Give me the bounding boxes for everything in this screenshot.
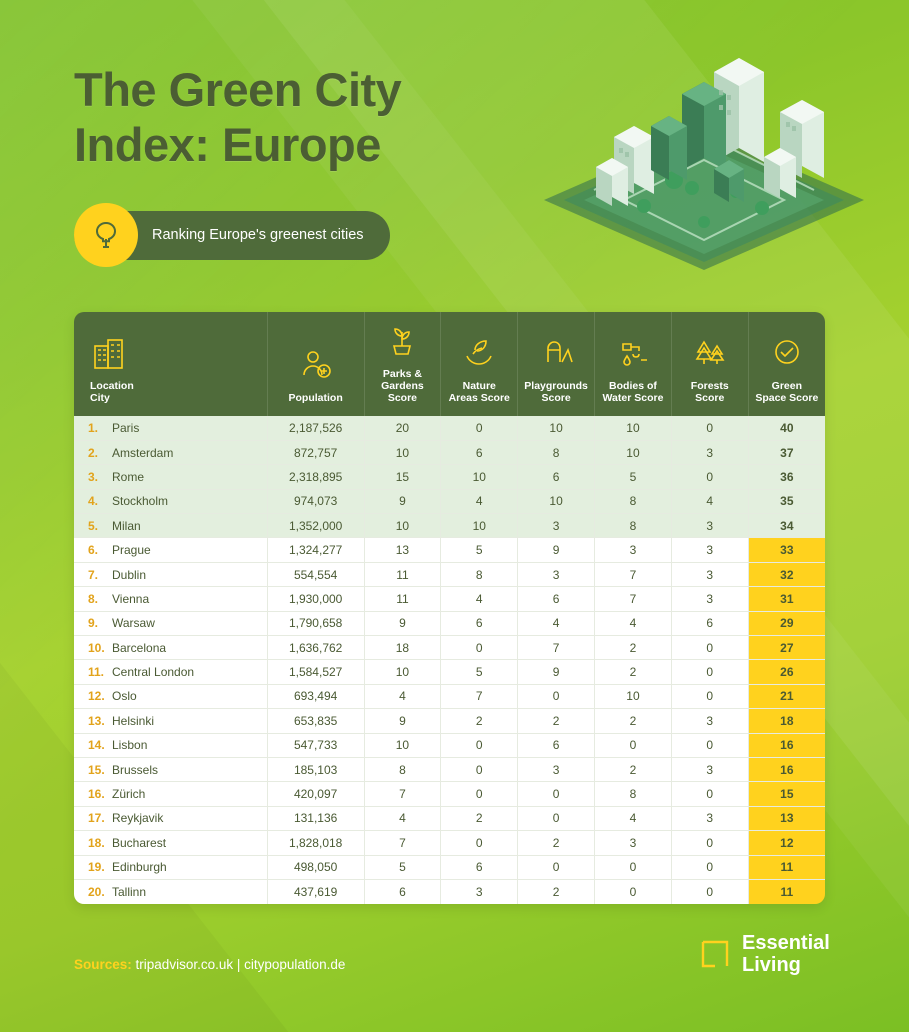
cell-parks-score: 5: [364, 855, 441, 879]
cell-city-name: Reykjavik: [112, 811, 164, 826]
cell-nature-score: 0: [441, 782, 518, 806]
cell-green-space-score: 15: [748, 782, 825, 806]
cell-playgrounds-score: 10: [518, 489, 595, 513]
cell-parks-score: 10: [364, 733, 441, 757]
cell-forests-score: 3: [671, 587, 748, 611]
cell-water-score: 0: [595, 733, 672, 757]
cell-forests-score: 3: [671, 757, 748, 781]
cell-population: 872,757: [267, 440, 364, 464]
cell-parks-score: 9: [364, 611, 441, 635]
cell-forests-score: 0: [671, 636, 748, 660]
cell-forests-score: 3: [671, 514, 748, 538]
cell-population: 1,584,527: [267, 660, 364, 684]
cell-water-score: 3: [595, 538, 672, 562]
column-header-green-line1: Green: [771, 380, 803, 392]
cell-water-score: 0: [595, 855, 672, 879]
cell-population: 974,073: [267, 489, 364, 513]
page-title-line1: The Green City: [74, 63, 402, 116]
cell-playgrounds-score: 4: [518, 611, 595, 635]
cell-city-name: Dublin: [112, 567, 147, 582]
cell-parks-score: 10: [364, 514, 441, 538]
cell-population: 1,324,277: [267, 538, 364, 562]
cell-green-space-score: 11: [748, 855, 825, 879]
cell-nature-score: 2: [441, 806, 518, 830]
cell-city-name: Vienna: [112, 591, 150, 606]
column-header-green-space: [748, 312, 825, 416]
cell-parks-score: 20: [364, 416, 441, 440]
table-row: [74, 611, 825, 635]
cell-city-name: Rome: [112, 469, 145, 484]
cell-green-space-score: 16: [748, 757, 825, 781]
cell-forests-score: 0: [671, 660, 748, 684]
cell-playgrounds-score: 10: [518, 416, 595, 440]
cell-city-name: Bucharest: [112, 835, 167, 850]
cell-green-space-score: 11: [748, 879, 825, 903]
column-header-nature-areas: [441, 312, 518, 416]
cell-water-score: 8: [595, 514, 672, 538]
table-row: [74, 587, 825, 611]
cell-nature-score: 0: [441, 757, 518, 781]
cell-green-space-score: 21: [748, 684, 825, 708]
cell-forests-score: 0: [671, 782, 748, 806]
cell-parks-score: 18: [364, 636, 441, 660]
leaf-hand-icon: [443, 332, 515, 376]
cell-city: [74, 611, 267, 635]
cell-water-score: 0: [595, 879, 672, 903]
table-row: [74, 782, 825, 806]
cell-city-name: Barcelona: [112, 640, 167, 655]
subtitle-label: Ranking Europe's greenest cities: [74, 211, 390, 260]
column-header-forests-line1: Forests: [690, 380, 729, 392]
cell-rank: 19.: [88, 860, 105, 875]
subtitle-banner: [74, 203, 390, 267]
cell-city-name: Brussels: [112, 762, 159, 777]
cell-green-space-score: 31: [748, 587, 825, 611]
cell-rank: 8.: [88, 591, 99, 606]
cell-city-name: Edinburgh: [112, 860, 167, 875]
cell-playgrounds-score: 3: [518, 562, 595, 586]
table-row: [74, 660, 825, 684]
cell-green-space-score: 18: [748, 709, 825, 733]
cell-population: 2,187,526: [267, 416, 364, 440]
cell-water-score: 10: [595, 416, 672, 440]
cell-playgrounds-score: 6: [518, 733, 595, 757]
cell-city: [74, 636, 267, 660]
cell-forests-score: 0: [671, 684, 748, 708]
column-header-nature-line1: Nature: [462, 380, 496, 392]
cell-water-score: 10: [595, 684, 672, 708]
person-plus-icon: [270, 344, 362, 388]
cell-green-space-score: 40: [748, 416, 825, 440]
cell-playgrounds-score: 0: [518, 782, 595, 806]
table-row: [74, 709, 825, 733]
cell-rank: 12.: [88, 689, 105, 704]
cell-city-name: Helsinki: [112, 713, 155, 728]
cell-rank: 10.: [88, 640, 105, 655]
cell-parks-score: 9: [364, 489, 441, 513]
cell-parks-score: 6: [364, 879, 441, 903]
table-row: [74, 538, 825, 562]
table-row: [74, 465, 825, 489]
table-row: [74, 684, 825, 708]
slide-icon: [520, 332, 592, 376]
cell-water-score: 5: [595, 465, 672, 489]
cell-rank: 13.: [88, 713, 105, 728]
cell-playgrounds-score: 2: [518, 879, 595, 903]
column-header-population-line1: Population: [288, 392, 343, 404]
column-header-water-line2: Water Score: [602, 392, 664, 404]
cell-water-score: 8: [595, 489, 672, 513]
cell-city: [74, 440, 267, 464]
cell-green-space-score: 13: [748, 806, 825, 830]
column-header-nature-line2: Areas Score: [448, 392, 510, 404]
cell-city-name: Lisbon: [112, 738, 148, 753]
cell-city-name: Prague: [112, 543, 151, 558]
cell-rank: 15.: [88, 762, 105, 777]
cell-population: 420,097: [267, 782, 364, 806]
cell-parks-score: 10: [364, 660, 441, 684]
cell-population: 653,835: [267, 709, 364, 733]
cell-parks-score: 15: [364, 465, 441, 489]
cell-population: 1,790,658: [267, 611, 364, 635]
cell-water-score: 2: [595, 636, 672, 660]
cell-population: 498,050: [267, 855, 364, 879]
green-city-index-table: [74, 312, 825, 904]
cell-forests-score: 6: [671, 611, 748, 635]
table-row: [74, 855, 825, 879]
cell-green-space-score: 37: [748, 440, 825, 464]
table-row: [74, 636, 825, 660]
cell-green-space-score: 36: [748, 465, 825, 489]
cell-rank: 11.: [88, 665, 105, 680]
cell-nature-score: 10: [441, 514, 518, 538]
cell-nature-score: 10: [441, 465, 518, 489]
cell-nature-score: 6: [441, 855, 518, 879]
plant-pot-icon: [367, 320, 439, 364]
cell-forests-score: 0: [671, 855, 748, 879]
cell-parks-score: 11: [364, 562, 441, 586]
column-header-green-line2: Space Score: [755, 392, 819, 404]
sources-line: [74, 957, 345, 972]
cell-playgrounds-score: 0: [518, 855, 595, 879]
cell-forests-score: 3: [671, 440, 748, 464]
table-row: [74, 514, 825, 538]
cell-playgrounds-score: 9: [518, 538, 595, 562]
cell-parks-score: 7: [364, 831, 441, 855]
cell-playgrounds-score: 2: [518, 831, 595, 855]
cell-city-name: Paris: [112, 420, 140, 435]
cell-forests-score: 0: [671, 831, 748, 855]
cell-population: 131,136: [267, 806, 364, 830]
cell-city: [74, 660, 267, 684]
column-header-location-city: [74, 312, 267, 416]
column-header-population: [267, 312, 364, 416]
cell-rank: 3.: [88, 469, 99, 484]
tree-icon: [74, 203, 138, 267]
cell-rank: 17.: [88, 811, 105, 826]
cell-rank: 9.: [88, 616, 99, 631]
cell-playgrounds-score: 6: [518, 587, 595, 611]
column-header-location-line1: Location: [90, 380, 134, 392]
cell-city: [74, 709, 267, 733]
column-header-water-line1: Bodies of: [609, 380, 657, 392]
sources-label: Sources:: [74, 957, 132, 972]
cell-green-space-score: 34: [748, 514, 825, 538]
cell-population: 2,318,895: [267, 465, 364, 489]
brand-name: [742, 932, 830, 976]
cell-population: 1,930,000: [267, 587, 364, 611]
cell-nature-score: 4: [441, 489, 518, 513]
cell-playgrounds-score: 2: [518, 709, 595, 733]
cell-nature-score: 7: [441, 684, 518, 708]
cell-water-score: 2: [595, 660, 672, 684]
cell-parks-score: 13: [364, 538, 441, 562]
cell-forests-score: 0: [671, 465, 748, 489]
brand-name-line2: Living: [742, 954, 801, 976]
cell-green-space-score: 12: [748, 831, 825, 855]
cell-rank: 20.: [88, 884, 105, 899]
cell-nature-score: 8: [441, 562, 518, 586]
cell-water-score: 8: [595, 782, 672, 806]
table-row: [74, 562, 825, 586]
table-row: [74, 733, 825, 757]
cell-nature-score: 6: [441, 440, 518, 464]
cell-city: [74, 538, 267, 562]
tap-water-icon: [597, 332, 669, 376]
essential-living-mark-icon: [700, 939, 730, 969]
cell-water-score: 4: [595, 611, 672, 635]
ranking-table: [74, 312, 825, 904]
page-title: [74, 62, 401, 172]
cell-rank: 18.: [88, 835, 105, 850]
cell-parks-score: 10: [364, 440, 441, 464]
cell-rank: 7.: [88, 567, 99, 582]
cell-city-name: Milan: [112, 518, 141, 533]
cell-water-score: 10: [595, 440, 672, 464]
buildings-icon: [90, 332, 265, 376]
table-row: [74, 440, 825, 464]
brand-name-line1: Essential: [742, 932, 830, 954]
cell-nature-score: 5: [441, 538, 518, 562]
sources-value: tripadvisor.co.uk | citypopulation.de: [135, 957, 346, 972]
cell-city-name: Amsterdam: [112, 445, 174, 460]
brand-logo: [700, 932, 830, 976]
column-header-forests-line2: Score: [695, 392, 725, 404]
cell-city: [74, 733, 267, 757]
table-row: [74, 806, 825, 830]
cell-city: [74, 587, 267, 611]
cell-city: [74, 879, 267, 903]
cell-city-name: Stockholm: [112, 494, 169, 509]
cell-population: 185,103: [267, 757, 364, 781]
table-header-row: [74, 312, 825, 416]
cell-forests-score: 0: [671, 879, 748, 903]
cell-green-space-score: 35: [748, 489, 825, 513]
cell-water-score: 4: [595, 806, 672, 830]
cell-forests-score: 3: [671, 538, 748, 562]
cell-city: [74, 855, 267, 879]
cell-rank: 5.: [88, 518, 99, 533]
table-row: [74, 416, 825, 440]
cell-city: [74, 831, 267, 855]
cell-population: 1,828,018: [267, 831, 364, 855]
cell-forests-score: 4: [671, 489, 748, 513]
forest-icon: [674, 332, 746, 376]
cell-green-space-score: 32: [748, 562, 825, 586]
table-row: [74, 879, 825, 903]
cell-nature-score: 6: [441, 611, 518, 635]
cell-parks-score: 11: [364, 587, 441, 611]
cell-population: 1,352,000: [267, 514, 364, 538]
cell-population: 554,554: [267, 562, 364, 586]
cell-playgrounds-score: 7: [518, 636, 595, 660]
cell-population: 437,619: [267, 879, 364, 903]
cell-nature-score: 5: [441, 660, 518, 684]
cell-playgrounds-score: 0: [518, 684, 595, 708]
table-header: [74, 312, 825, 416]
cell-city: [74, 684, 267, 708]
table-row: [74, 757, 825, 781]
cell-parks-score: 8: [364, 757, 441, 781]
cell-nature-score: 0: [441, 416, 518, 440]
cell-city: [74, 806, 267, 830]
cell-population: 547,733: [267, 733, 364, 757]
column-header-forests: [671, 312, 748, 416]
cell-green-space-score: 27: [748, 636, 825, 660]
cell-rank: 1.: [88, 420, 99, 435]
cell-green-space-score: 26: [748, 660, 825, 684]
cell-water-score: 7: [595, 587, 672, 611]
cell-city: [74, 465, 267, 489]
cell-forests-score: 3: [671, 562, 748, 586]
column-header-playgrounds: [518, 312, 595, 416]
cell-parks-score: 7: [364, 782, 441, 806]
cell-parks-score: 9: [364, 709, 441, 733]
cell-city: [74, 489, 267, 513]
cell-rank: 2.: [88, 445, 99, 460]
cell-green-space-score: 29: [748, 611, 825, 635]
cell-water-score: 3: [595, 831, 672, 855]
column-header-bodies-of-water: [595, 312, 672, 416]
column-header-parks-line1: Parks &: [382, 368, 422, 380]
cell-playgrounds-score: 3: [518, 757, 595, 781]
cell-nature-score: 0: [441, 636, 518, 660]
cell-city-name: Warsaw: [112, 616, 155, 631]
cell-city: [74, 757, 267, 781]
cell-city: [74, 416, 267, 440]
cell-city: [74, 514, 267, 538]
cell-forests-score: 3: [671, 709, 748, 733]
cell-nature-score: 4: [441, 587, 518, 611]
cell-water-score: 2: [595, 757, 672, 781]
cell-forests-score: 3: [671, 806, 748, 830]
cell-nature-score: 0: [441, 831, 518, 855]
table-row: [74, 831, 825, 855]
cell-green-space-score: 33: [748, 538, 825, 562]
cell-nature-score: 2: [441, 709, 518, 733]
cell-rank: 16.: [88, 787, 105, 802]
cell-water-score: 7: [595, 562, 672, 586]
isometric-city-illustration: [524, 30, 884, 290]
cell-rank: 6.: [88, 543, 99, 558]
cell-city-name: Central London: [112, 665, 195, 680]
cell-water-score: 2: [595, 709, 672, 733]
cell-playgrounds-score: 0: [518, 806, 595, 830]
cell-playgrounds-score: 3: [518, 514, 595, 538]
column-header-playgrounds-line1: Playgrounds: [524, 380, 588, 392]
cell-green-space-score: 16: [748, 733, 825, 757]
cell-parks-score: 4: [364, 806, 441, 830]
page-title-line2: Index: Europe: [74, 118, 381, 171]
column-header-location-line2: City: [90, 392, 110, 404]
cell-playgrounds-score: 8: [518, 440, 595, 464]
cell-nature-score: 3: [441, 879, 518, 903]
cell-city-name: Oslo: [112, 689, 137, 704]
cell-rank: 14.: [88, 738, 105, 753]
cell-city-name: Tallinn: [112, 884, 147, 899]
check-circle-icon: [751, 332, 823, 376]
column-header-parks-line2: Gardens Score: [381, 380, 424, 404]
cell-playgrounds-score: 6: [518, 465, 595, 489]
column-header-playgrounds-line2: Score: [541, 392, 571, 404]
cell-parks-score: 4: [364, 684, 441, 708]
cell-city: [74, 782, 267, 806]
table-body: [74, 416, 825, 904]
cell-rank: 4.: [88, 494, 99, 509]
column-header-parks-gardens: [364, 312, 441, 416]
cell-forests-score: 0: [671, 416, 748, 440]
cell-population: 693,494: [267, 684, 364, 708]
table-row: [74, 489, 825, 513]
cell-city-name: Zürich: [112, 787, 146, 802]
cell-forests-score: 0: [671, 733, 748, 757]
cell-nature-score: 0: [441, 733, 518, 757]
cell-playgrounds-score: 9: [518, 660, 595, 684]
cell-population: 1,636,762: [267, 636, 364, 660]
cell-city: [74, 562, 267, 586]
